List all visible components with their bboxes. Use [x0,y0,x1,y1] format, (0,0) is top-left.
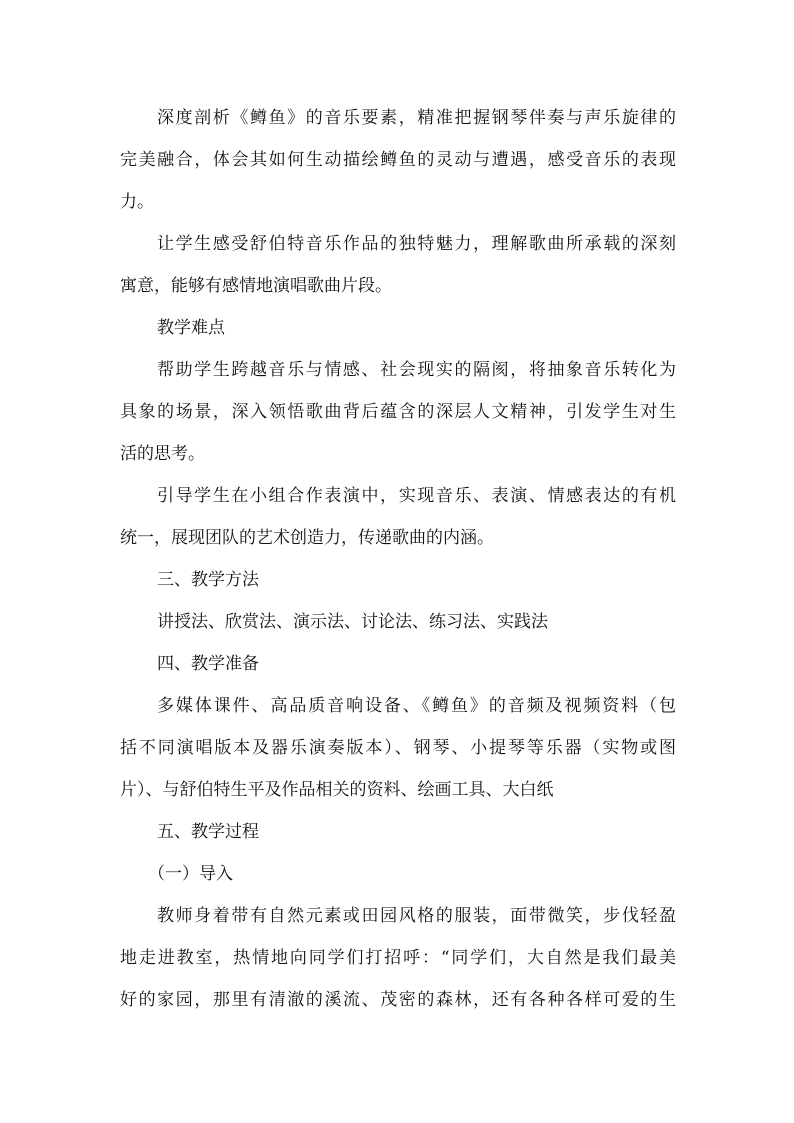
text-line: 括不同演唱版本及器乐演奏版本）、钢琴、小提琴等乐器（实物或图 [120,738,676,758]
text-line: 具象的场景，深入领悟歌曲背后蕴含的深层人文精神，引发学生对生 [120,402,676,422]
text-line: 完美融合，体会其如何生动描绘鳟鱼的灵动与遭遇，感受音乐的表现 [120,150,676,170]
section-heading: 教学难点 [157,318,225,338]
section-heading: 五、教学过程 [157,822,259,842]
text-line: 让学生感受舒伯特音乐作品的独特魅力，理解歌曲所承载的深刻 [157,234,676,254]
section-heading: 三、教学方法 [157,570,259,590]
text-line: 深度剖析《鳟鱼》的音乐要素，精准把握钢琴伴奏与声乐旋律的 [157,108,676,128]
text-line: 统一，展现团队的艺术创造力，传递歌曲的内涵。 [120,528,494,548]
text-line: 引导学生在小组合作表演中，实现音乐、表演、情感表达的有机 [157,486,676,506]
text-line: 寓意，能够有感情地演唱歌曲片段。 [120,276,392,296]
text-line: 帮助学生跨越音乐与情感、社会现实的隔阂，将抽象音乐转化为 [157,360,676,380]
text-line: 地走进教室，热情地向同学们打招呼：“同学们，大自然是我们最美 [120,948,676,968]
text-line: 讲授法、欣赏法、演示法、讨论法、练习法、实践法 [157,612,548,632]
section-heading: 四、教学准备 [157,654,259,674]
text-line: 活的思考。 [120,444,205,464]
text-line: 教师身着带有自然元素或田园风格的服装，面带微笑，步伐轻盈 [157,906,676,926]
text-line: 力。 [120,192,154,212]
text-line: 好的家园，那里有清澈的溪流、茂密的森林，还有各种各样可爱的生 [120,990,676,1010]
subsection-heading: （一）导入 [148,864,233,884]
text-line: 多媒体课件、高品质音响设备、《鳟鱼》的音频及视频资料（包 [157,696,676,716]
text-line: 片）、与舒伯特生平及作品相关的资料、绘画工具、大白纸 [120,780,554,800]
